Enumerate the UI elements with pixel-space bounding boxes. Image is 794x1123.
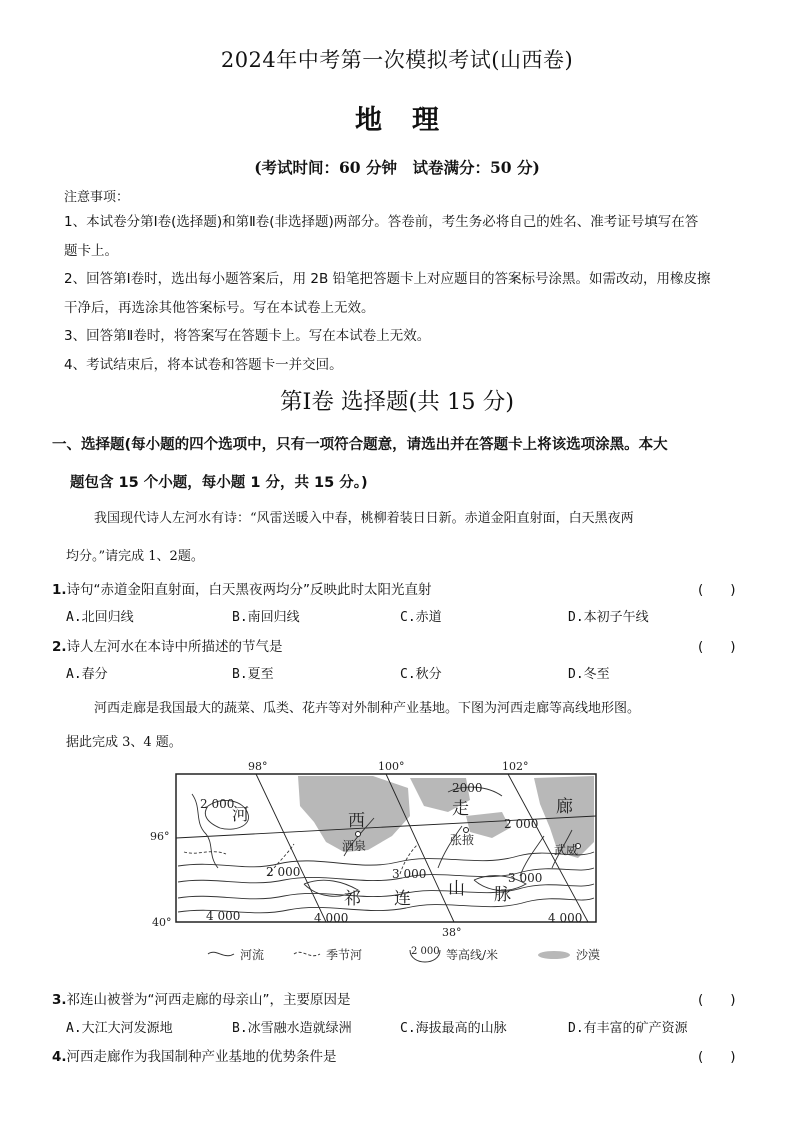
region-char: 河 <box>232 805 249 825</box>
exam-info: (考试时间：60 分钟 试卷满分：50 分) <box>254 158 540 177</box>
contour-label: 2 000 <box>266 865 301 879</box>
city-marker <box>356 832 361 837</box>
notes-line: 1、本试卷分第Ⅰ卷(选择题)和第Ⅱ卷(非选择题)两部分。答卷前，考生务必将自己的姓名、准考证号填写在答 <box>64 214 699 230</box>
option-d[interactable]: D.有丰富的矿产资源 <box>568 1021 688 1036</box>
answer-paren: ( ) <box>698 1049 736 1065</box>
question-4 <box>52 1045 337 1065</box>
option-b[interactable]: B.南回归线 <box>232 610 300 625</box>
lon-label: 98° <box>248 760 268 773</box>
lon-label: 100° <box>378 760 405 773</box>
lat-label: 40° <box>152 916 172 929</box>
option-c[interactable]: C.海拔最高的山脉 <box>400 1021 507 1036</box>
region-char: 走 <box>452 799 469 819</box>
city-label: 武威 <box>554 843 579 857</box>
city-label: 张掖 <box>450 833 475 847</box>
legend-desert-symbol <box>538 951 570 959</box>
region-char: 廊 <box>556 797 573 817</box>
lat-label: 96° <box>150 830 170 843</box>
passage-1-line-1: 我国现代诗人左河水有诗：“风雷送暖入中春，桃柳着装日日新。赤道金阳直射面，白天黑夜两 <box>94 511 634 526</box>
question-2 <box>52 635 283 655</box>
legend-contour-label: 等高线/米 <box>446 948 499 962</box>
contour-label: 4 000 <box>314 911 349 925</box>
question-3 <box>52 988 351 1008</box>
question-number: 1. <box>52 582 67 598</box>
legend-desert-label: 沙漠 <box>576 948 601 962</box>
question-1 <box>52 578 432 598</box>
legend-contour-value: 2 000 <box>411 946 440 957</box>
region-char: 西 <box>348 811 365 831</box>
city-label: 酒泉 <box>342 839 367 853</box>
contour-label: 4 000 <box>206 909 241 923</box>
notes-line: 题卡上。 <box>64 242 118 259</box>
contour-label: 2000 <box>452 781 483 795</box>
mountain-char: 山 <box>448 879 465 899</box>
city-marker <box>464 828 469 833</box>
passage-2-line-2: 据此完成 3、4 题。 <box>66 735 182 750</box>
option-c[interactable]: C.赤道 <box>400 610 442 625</box>
notes-line: 4、考试结束后，将本试卷和答题卡一并交回。 <box>64 356 343 373</box>
mountain-char: 脉 <box>494 885 511 905</box>
legend-river-label: 河流 <box>240 948 265 962</box>
question-text: 祁连山被誉为“河西走廊的母亲山”，主要原因是 <box>66 992 351 1008</box>
question-number: 4. <box>52 1049 67 1065</box>
section-line: 一、选择题(每小题的四个选项中，只有一项符合题意，请选出并在答题卡上将该选项涂黑。本大 <box>52 437 668 453</box>
option-b[interactable]: B.夏至 <box>232 667 274 682</box>
question-text: 诗句“赤道金阳直射面，白天黑夜两均分”反映此时太阳光直射 <box>66 582 432 598</box>
option-a[interactable]: A.春分 <box>66 667 108 682</box>
legend-river-symbol <box>208 952 234 955</box>
mountain-char: 祁 <box>344 889 361 909</box>
notes-line: 2、回答第Ⅰ卷时，选出每小题答案后，用 2B 铅笔把答题卡上对应题目的答案标号涂黑。如需改动，用橡皮擦 <box>64 271 711 288</box>
question-number: 3. <box>52 992 67 1008</box>
part-title: 第Ⅰ卷 选择题(共 15 分) <box>279 389 515 415</box>
option-a[interactable]: A.北回归线 <box>66 610 134 625</box>
notes-line: 干净后，再选涂其他答案标号。写在本试卷上无效。 <box>64 299 375 316</box>
option-d[interactable]: D.本初子午线 <box>568 610 649 625</box>
notes-block <box>64 188 754 380</box>
passage-2-line-1: 河西走廊是我国最大的蔬菜、瓜类、花卉等对外制种产业基地。下图为河西走廊等高线地形图。 <box>94 701 641 716</box>
section-heading <box>52 426 752 502</box>
answer-paren: ( ) <box>698 639 736 655</box>
answer-paren: ( ) <box>698 992 736 1008</box>
legend-seasonal-river-symbol <box>294 952 320 955</box>
answer-paren: ( ) <box>698 582 736 598</box>
contour-label: 2 000 <box>200 797 235 811</box>
legend-seasonal-river-label: 季节河 <box>326 948 363 962</box>
contour-label: 3 000 <box>392 867 427 881</box>
section-line: 题包含 15 个小题，每小题 1 分，共 15 分。) <box>70 475 368 491</box>
exam-title: 2024年中考第一次模拟考试(山西卷) <box>220 48 574 72</box>
question-text: 诗人左河水在本诗中所描述的节气是 <box>66 639 283 655</box>
notes-heading: 注意事项： <box>64 190 130 205</box>
mountain-char: 连 <box>394 889 411 909</box>
option-a[interactable]: A.大江大河发源地 <box>66 1021 173 1036</box>
lat-label: 38° <box>442 926 462 939</box>
contour-label: 4 000 <box>548 911 583 925</box>
option-b[interactable]: B.冰雪融水造就绿洲 <box>232 1021 352 1036</box>
option-d[interactable]: D.冬至 <box>568 667 610 682</box>
subject-title: 地理 <box>355 105 469 136</box>
passage-1-line-2: 均分。”请完成 1、2题。 <box>66 549 204 564</box>
question-number: 2. <box>52 639 67 655</box>
lon-label: 102° <box>502 760 529 773</box>
map-legend <box>208 946 600 962</box>
hexi-corridor-contour-map <box>148 756 628 974</box>
contour-label: 2 000 <box>504 817 539 831</box>
question-text: 河西走廊作为我国制种产业基地的优势条件是 <box>66 1049 337 1065</box>
contour-label: 3 000 <box>508 871 543 885</box>
notes-line: 3、回答第Ⅱ卷时，将答案写在答题卡上。写在本试卷上无效。 <box>64 328 431 345</box>
option-c[interactable]: C.秋分 <box>400 667 442 682</box>
